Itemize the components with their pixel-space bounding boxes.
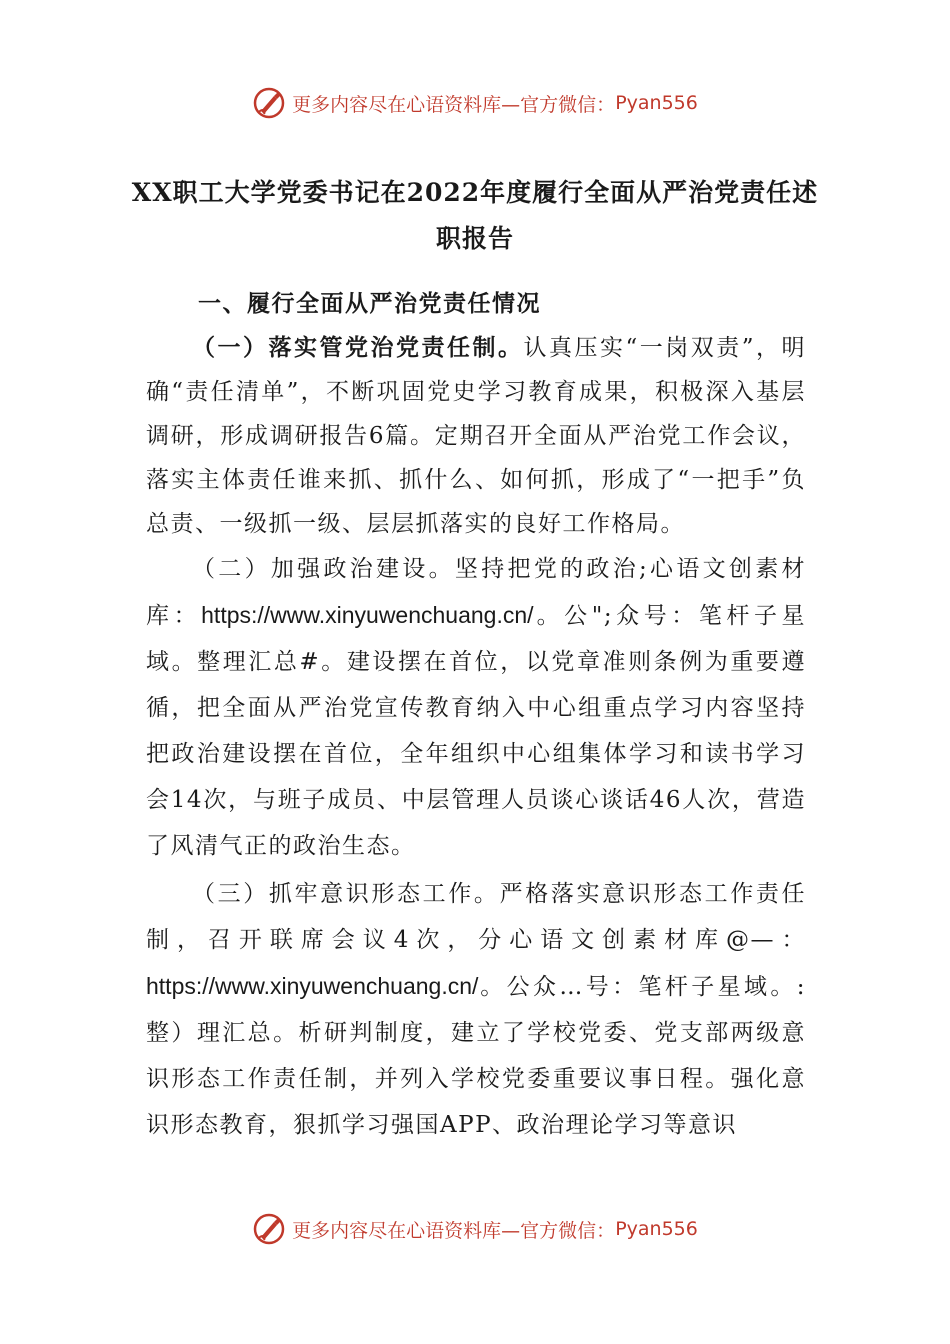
paragraph-3 — [146, 871, 806, 1148]
watermark-site-text: 更多内容尽在心语资料库— — [292, 93, 521, 116]
paragraph-3-url: https://www.xinyuwenchuang.cn/ — [146, 973, 479, 999]
fountain-pen-nib-icon — [252, 86, 286, 120]
watermark-wechat-id: Pyan556 — [615, 1218, 698, 1240]
watermark-banner-bottom — [0, 1212, 950, 1246]
watermark-wechat-label: 官方微信： — [520, 93, 616, 116]
paragraph-2-text-b: 。公";众号：笔杆子星域。整理汇总#。建设摆在首位，以党章准则条例为重要遵循，把全面从严治党宣传教育纳入中心组重点学习内容坚持把政治建设摆在首位，全年组织中心组集体学习和读书学习会14次，与班子成员、中层管理人员谈心谈话46人次，营造了风清气正的政治生态。 — [146, 603, 807, 859]
watermark-wechat-id: Pyan556 — [615, 92, 698, 114]
paragraph-2-text-a: （二）加强政治建设。坚持把党的政治;心语文创素材库： — [146, 556, 806, 629]
paragraph-3-text-b: 。公众…号：笔杆子星域。:整）理汇总。析研判制度，建立了学校党委、党支部两级意识形态工作责任制，并列入学校党委重要议事日程。强化意识形态教育，狠抓学习强国APP、政治理论学习等意识 — [146, 974, 806, 1138]
paragraph-1 — [146, 326, 806, 546]
paragraph-3-text-a: （三）抓牢意识形态工作。严格落实意识形态工作责任制，召开联席会议4次，分心语文创素材库@—： — [146, 881, 806, 953]
paragraph-1-text: 认真压实“一岗双责”，明确“责任清单”，不断巩固党史学习教育成果，积极深入基层调研，形成调研报告6篇。定期召开全面从严治党工作会议，落实主体责任谁来抓、抓什么、如何抓，形成了“一把手”负总责、一级抓一级、层层抓落实的良好工作格局。 — [146, 335, 806, 537]
watermark-wechat-label: 官方微信： — [520, 1219, 616, 1242]
watermark-site-text: 更多内容尽在心语资料库— — [292, 1219, 521, 1242]
document-title: XX职工大学党委书记在2022年度履行全面从严治党责任述职报告 — [131, 178, 819, 253]
document-body — [146, 282, 806, 1148]
paragraph-1-lead: （一）落实管党治党责任制。 — [192, 334, 524, 361]
section-heading: 一、履行全面从严治党责任情况 — [198, 290, 541, 317]
paragraph-2-url: https://www.xinyuwenchuang.cn/ — [201, 602, 534, 628]
fountain-pen-nib-icon — [252, 1212, 286, 1246]
paragraph-2 — [146, 546, 806, 869]
watermark-banner-top — [0, 86, 950, 120]
